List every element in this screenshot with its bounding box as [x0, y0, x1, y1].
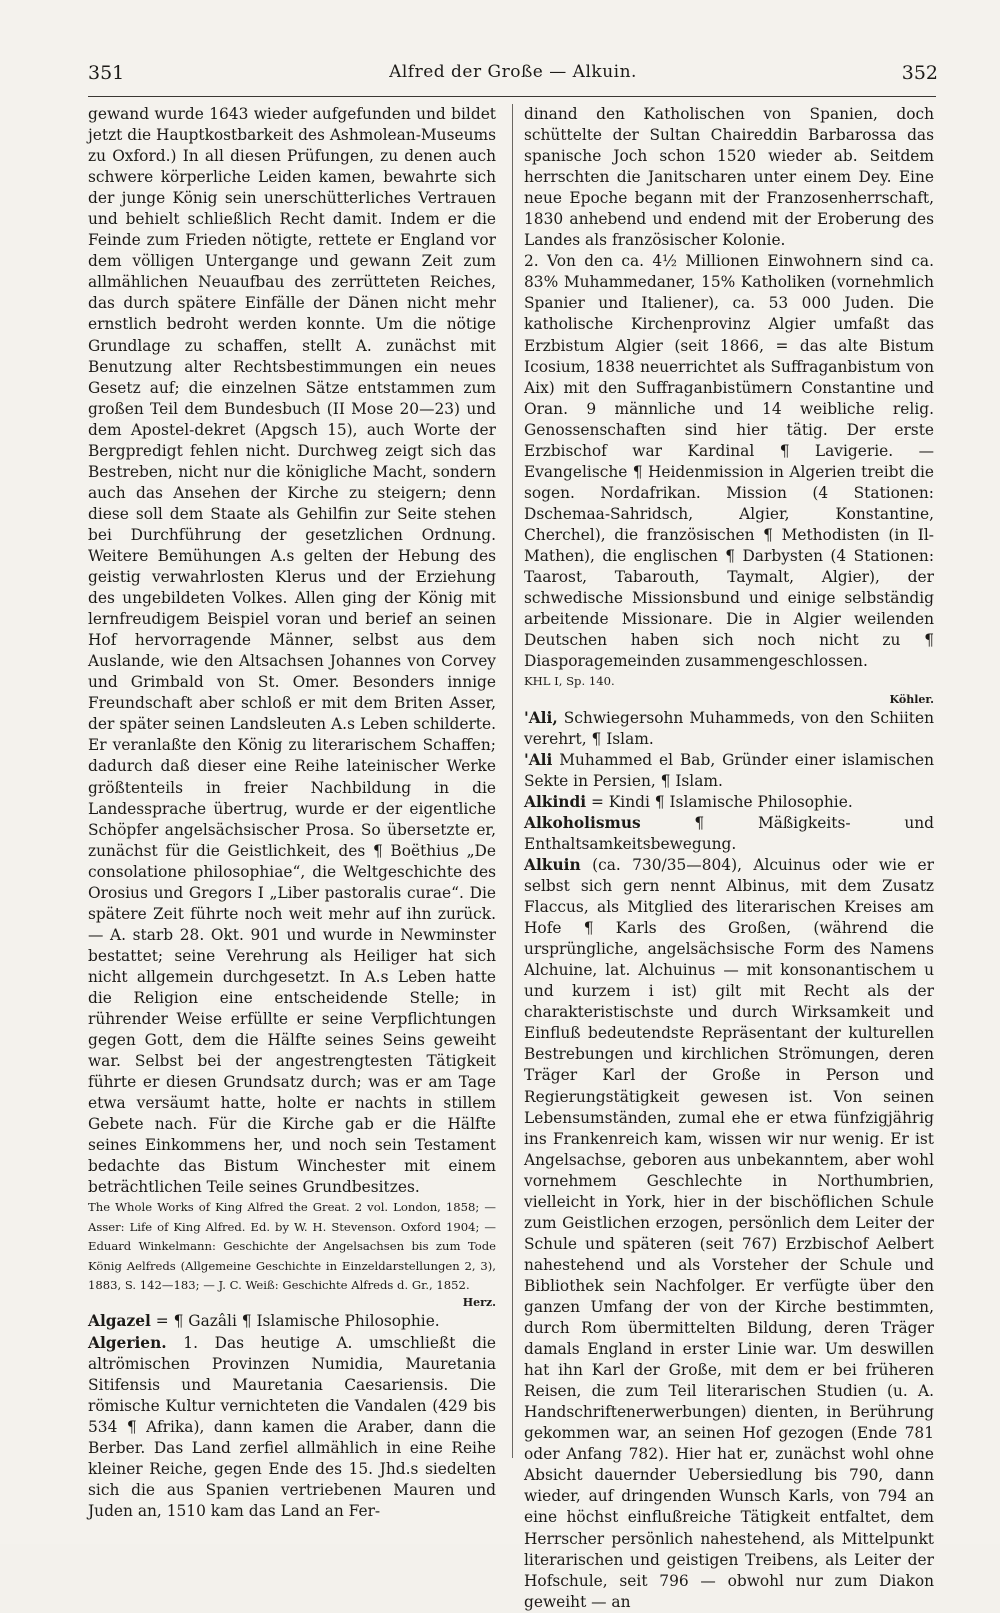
- entry-alkuin-headword: Alkuin: [524, 856, 581, 874]
- alfred-article-text: gewand wurde 1643 wieder aufgefunden und bildet jetzt die Hauptkostbarkeit des Ashmolean-Museums zu Oxford.) In all diesen Prüfungen, zu denen auch schwere körperliche Leiden kamen, bewahrte sich der junge König sein unerschütterliches Vertrauen und behielt schließlich Recht damit. Indem er die Feinde zum Frieden nötigte, rettete er England vor dem völligen Untergange und gewann Zeit zum allmählichen Neuaufbau des zerrütteten Reiches, das durch spätere Einfälle der Dänen nicht mehr ernstlich bedroht werden konnte. Um die nötige Grundlage zu schaffen, stellt A. zunächst mit Benutzung alter Rechtsbestimmungen ein neues Gesetz auf; die einzelnen Sätze entstammen zum großen Teil dem Bundesbuch (II Mose 20—23) und dem Apostel-dekret (Apgsch 15), auch Worte der Bergpredigt fehlen nicht. Durchweg zeigt sich das Bestreben, nicht nur die königliche Macht, sondern auch das Ansehen der Kirche zu steigern; denn diese soll dem Staate als Gehilfin zur Seite stehen bei Durchführung der gesetzlichen Ordnung. Weitere Bemühungen A.s gelten der Hebung des geistig verwahrlosten Klerus und der Erziehung des ungebildeten Volkes. Allen ging der König mit lernfreudigem Beispiel voran und berief an seinen Hof hervorragende Männer, selbst aus dem Auslande, wie den Altsachsen Johannes von Corvey und Grimbald von St. Omer. Besonders innige Freundschaft aber schloß er mit dem Briten Asser, der später seinen Landsleuten A.s Leben schilderte. Er veranlaßte den König zu literarischem Schaffen; dadurch daß dieser eine Reihe lateinischer Werke größtenteils in freier Nachbildung in die Landessprache übertrug, wurde er der eigentliche Schöpfer angelsächsischer Prosa. So übersetzte er, zunächst für die Geistlichkeit, des ¶ Boëthius „De consolatione philosophiae“, die Weltgeschichte des Orosius und Gregors I „Liber pastoralis curae“. Die spätere Zeit führte noch weit mehr auf ihn zurück. — A. starb 28. Okt. 901 und wurde in Newminster bestattet; seine Verehrung als Heiliger hat sich nicht allgemein durchgesetzt. In A.s Leben hatte die Religion eine entscheidende Stelle; in rührender Weise erfüllte er seine Verpflichtungen gegen Gott, dem die Hälfte seines Seins geweiht war. Selbst bei der angestrengtesten Tätigkeit führte er diesen Grundsatz durch; was er am Tage etwa versäumt hatte, holte er nachts in stillem Gebete nach. Für die Kirche gab er die Hälfte seines Einkommens her, und noch sein Testament bedachte das Bistum Winchester mit einem beträchtlichen Teile seines Grundbesitzes.: [88, 105, 497, 1197]
- entry-algazel: [88, 1311, 496, 1332]
- entry-ali-2-text: Muhammed el Bab, Gründer einer islamischen Sekte in Persien, ¶ Islam.: [524, 750, 934, 790]
- alfred-bibliography: The Whole Works of King Alfred the Great. 2 vol. London, 1858; — Asser: Life of King Alfred. Ed. by W. H. Stevenson. Oxford 1904; — Eduard Winkelmann: Geschichte der Angelsachsen bis zum Tode König Aelfreds (Allgemeine Geschichte in Einzeldarstellungen 2, 3), 1883, S. 142—183; — J. C. Weiß: Geschichte Alfreds d. Gr., 1852.: [88, 1200, 496, 1293]
- entry-alkoholismus: [524, 813, 934, 855]
- entry-algerien: [88, 1333, 496, 1522]
- algerien-section-2: 2. Von den ca. 4½ Millionen Einwohnern sind ca. 83% Muhammedaner, 15% Katholiken (vornehmlich Spanier und Italiener), ca. 53 000 Juden. Die katholische Kirchenprovinz Algier umfaßt das Erzbistum Algier (seit 1866, = das alte Bistum Icosium, 1838 neuerrichtet als Suffraganbistum von Aix) mit den Suffraganbistümern Constantine und Oran. 9 männliche und 14 weibliche relig. Genossenschaften sind hier tätig. Der erste Erzbischof war Kardinal ¶ Lavigerie. — Evangelische ¶ Heidenmission in Algerien treibt die sogen. Nordafrikan. Mission (4 Stationen: Dschemaa-Sahridsch, Algier, Konstantine, Cherchel), die französischen ¶ Methodisten (in Il-Mathen), die englischen ¶ Darbysten (4 Stationen: Taarost, Tabarouth, Taymalt, Algier), der schwedische Missionsbund und einige selbständig arbeitende Missionare. Die in Algier weilenden Deutschen haben sich noch nicht zu ¶ Diasporagemeinden zusammengeschlossen.: [524, 252, 934, 671]
- page-number-left: 351: [88, 62, 125, 84]
- entry-alkoholismus-text: ¶ Mäßigkeits- und Enthaltsamkeitsbewegung.: [524, 813, 934, 853]
- alfred-author-signature: Herz.: [462, 1296, 496, 1310]
- header-rule: [88, 96, 936, 97]
- entry-ali-2-headword: 'Ali: [524, 750, 553, 769]
- entry-alkuin: [524, 855, 934, 1613]
- entry-alkuin-text: (ca. 730/35—804), Alcuinus oder wie er selbst sich gern nennt Albinus, mit dem Zusatz Flaccus, als Mitglied des literarischen Kreises am Hofe ¶ Karls des Großen, (während die ursprüngliche, angelsächsische Form des Namens Alchuine, lat. Alchuinus — mit konsonantischem u und kurzem i ist) gilt mit Recht als der charakteristischste und durch Wirksamkeit und Einfluß bedeutendste Repräsentant der kulturellen Bestrebungen und kirchlichen Strömungen, deren Träger Karl der Große in Person und Regierungstätigkeit gewesen ist. Von seinen Lebensumständen, zumal ehe er etwa fünfzigjährig ins Frankenreich kam, wissen wir nur wenig. Er ist Angelsachse, geboren aus unbekanntem, aber wohl vornehmem Geschlechte in Northumbrien, vielleicht in York, hier in der bischöflichen Schule zum Geistlichen erzogen, persönlich dem Leiter der Schule und späteren (seit 767) Erzbischof Aelbert nahestehend und als Vorsteher der Schule und Bibliothek sein Nachfolger. Er verfügte über den ganzen Umfang der von der Kirche bestimmten, durch Rom übermittelten Bildung, deren Träger damals England in erster Linie war. Um deswillen hat ihn Karl der Große, mit dem er bei früheren Reisen, die zum Teil literarischen Studien (u. A. Handschriftenerwerbungen) dienten, in Berührung gekommen war, an seinen Hof gezogen (Ende 781 oder Anfang 782). Hier hat er, zunächst wohl ohne Absicht dauernder Uebersiedlung bis 790, dann wieder, auf dringenden Wunsch Karls, von 794 an eine höchst einflußreiche Tätigkeit entfaltet, dem Herrscher persönlich nahestehend, als Mittelpunkt literarischen und geistigen Treibens, als Leiter der Hofschule, seit 796 — obwohl nur zum Diakon geweiht — an: [524, 856, 934, 1611]
- right-column: [524, 104, 934, 1611]
- entry-ali-1-headword: 'Ali,: [524, 708, 558, 727]
- entry-ali-1: [524, 708, 934, 750]
- entry-ali-2: [524, 750, 934, 792]
- entry-algazel-headword: Algazel: [88, 1312, 151, 1331]
- entry-alkindi-text: = Kindi ¶ Islamische Philosophie.: [586, 792, 853, 811]
- page-header: [88, 62, 938, 88]
- algerien-bibliography: KHL I, Sp. 140.: [524, 674, 615, 689]
- entry-alkindi: [524, 792, 934, 813]
- running-title: Alfred der Große — Alkuin.: [389, 62, 637, 82]
- algerien-author-signature: Köhler.: [889, 692, 934, 706]
- column-divider: [512, 104, 513, 1458]
- entry-algazel-text: = ¶ Gazâli ¶ Islamische Philosophie.: [150, 1312, 440, 1331]
- entry-algerien-headword: Algerien.: [88, 1333, 167, 1352]
- entry-alkoholismus-headword: Alkoholismus: [524, 813, 641, 832]
- left-column: [88, 104, 497, 1520]
- entry-alkindi-headword: Alkindi: [524, 792, 587, 811]
- page-number-right: 352: [901, 62, 938, 84]
- entry-ali-1-text: Schwiegersohn Muhammeds, von den Schiiten verehrt, ¶ Islam.: [524, 708, 934, 748]
- algerien-continued-text: dinand den Katholischen von Spanien, doch schüttelte der Sultan Chaireddin Barbarossa das spanische Joch schon 1520 wieder ab. Seitdem herrschten die Janitscharen unter einem Dey. Eine neue Epoche begann mit der Franzosenherrschaft, 1830 anhebend und endend mit der Eroberung des Landes als französischer Kolonie.: [524, 105, 934, 250]
- entry-algerien-text: 1. Das heutige A. umschließt die altrömischen Provinzen Numidia, Mauretania Sitifensis und Mauretania Caesariensis. Die römische Kultur vernichteten die Vandalen (429 bis 534 ¶ Afrika), dann kamen die Araber, dann die Berber. Das Land zerfiel allmählich in eine Reihe kleiner Reiche, gegen Ende des 15. Jhd.s siedelten sich die aus Spanien vertriebenen Mauren und Juden an, 1510 kam das Land an Fer-: [88, 1333, 496, 1520]
